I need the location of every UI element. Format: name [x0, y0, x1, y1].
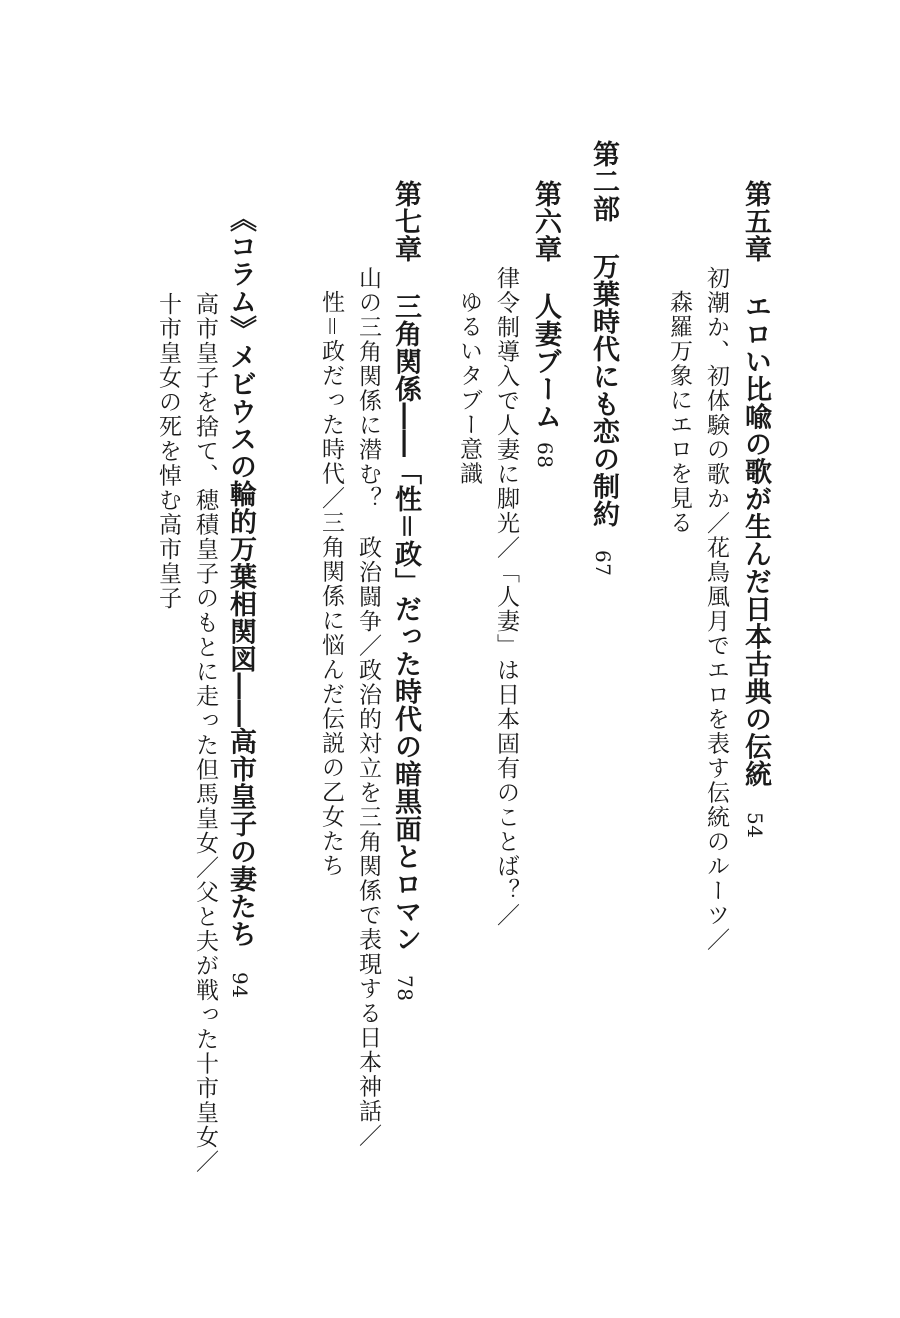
column-sub-line-1: 高市皇子を捨て、穂積皇子のもとに走った但馬皇女／父と夫が戦った十市皇女／: [192, 292, 218, 1174]
part2-title: 万葉時代にも恋の制約: [588, 252, 619, 528]
chapter5-heading: [735, 180, 769, 838]
chapter6-sub-line-1: 律令制導入で人妻に脚光／「人妻」は日本固有のことば？／: [493, 266, 519, 928]
chapter6-page-number: 68: [533, 442, 557, 469]
column-sub-line-2: 十市皇女の死を悼む高市皇子: [155, 292, 181, 611]
chapter7-title: 三角関係――「性＝政」だった時代の暗黒面とロマン: [390, 292, 421, 953]
chapter6-heading: [525, 180, 559, 468]
part2-page-number: 67: [591, 549, 615, 576]
column-heading: [220, 205, 254, 998]
chapter5-label: 第五章: [740, 180, 771, 263]
chapter7-label: 第七章: [390, 180, 421, 263]
chapter5-page-number: 54: [743, 811, 767, 838]
chapter5-title: エロい比喩の歌が生んだ日本古典の伝統: [740, 292, 771, 788]
chapter5-sub-line-2: 森羅万象にエロを見る: [666, 290, 692, 535]
part2-heading: [583, 140, 617, 576]
chapter6-label: 第六章: [530, 180, 561, 263]
chapter6-sub-line-2: ゆるいタブー意識: [456, 290, 482, 486]
chapter6-title: 人妻ブーム: [530, 292, 561, 430]
column-title: 《コラム》メビウスの輪的万葉相関図――高市皇子の妻たち: [225, 205, 256, 948]
chapter7-page-number: 78: [393, 974, 417, 1001]
part2-label: 第二部: [588, 140, 619, 223]
chapter5-sub-line-1: 初潮か、初体験の歌か／花鳥風月でエロを表す伝統のルーツ／: [703, 266, 729, 952]
column-page-number: 94: [228, 971, 252, 998]
chapter7-sub-line-1: 山の三角関係に潜む？ 政治闘争／政治的対立を三角関係で表現する日本神話／: [355, 266, 381, 1148]
chapter7-sub-line-2: 性＝政だった時代／三角関係に悩んだ伝説の乙女たち: [318, 290, 344, 878]
chapter7-heading: [385, 180, 419, 1001]
